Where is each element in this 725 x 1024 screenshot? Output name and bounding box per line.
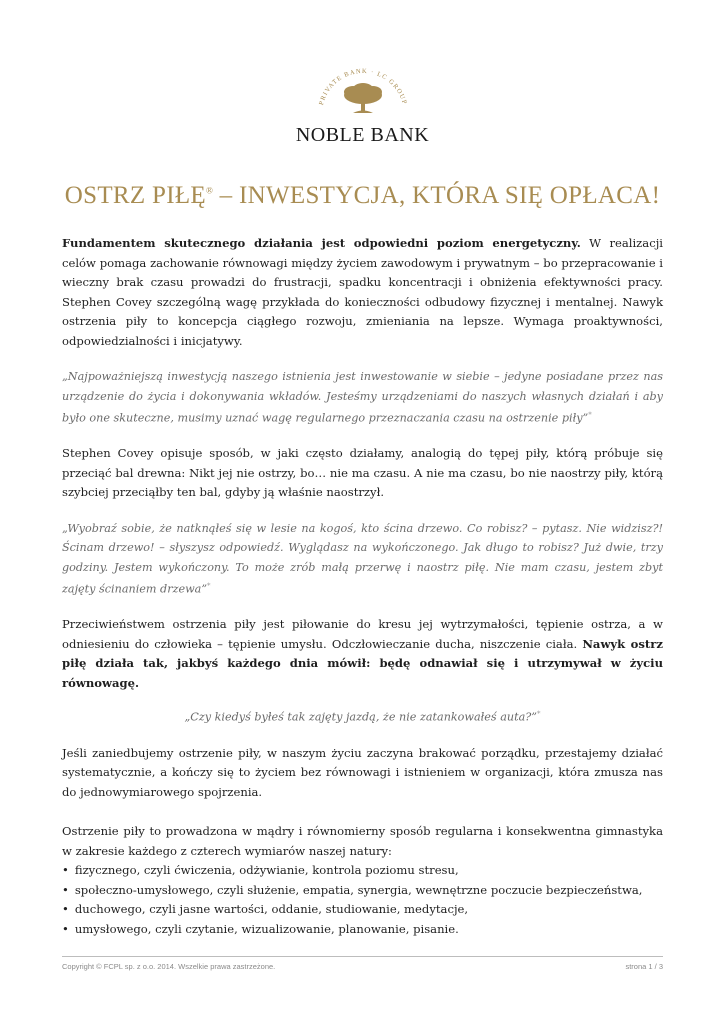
paragraph-dull-saw: Stephen Covey opisuje sposób, w jaki często działamy, analogią do tępej piły, którą próbuje się przeciąć bal drewna: Nikt jej nie ostrzy, bo… nie ma czasu. A nie ma czasu, bo nie naostrzy piły, którą szybciej przeciąłby ten bal, gdyby ją właśnie naostrzył. [62,446,663,500]
title-part-1: OSTRZ PIŁĘ [64,182,206,209]
list-item: • społeczno-umysłowego, czyli służenie, empatia, synergia, wewnętrzne poczucie bezpieczeństwa, [62,881,663,901]
quote-woodcutter-text: „Wyobraź sobie, że natknąłeś się w lesie na kogoś, kto ścina drzewo. Co robisz? – pytasz. Nie widzisz?! Ścinam drzewo! – słyszysz odpowiedź. Wyglądasz na wykończonego. Jak długo to robisz? Już dwie, trzy godziny. Jestem wykończony. To może zrób małą przerwę i naostrz piłę. Nie mam czasu, jestem zbyt zajęty ścinaniem drzewa” [62,521,663,596]
footnote-mark: * [536,710,541,719]
quote-driving [62,705,663,727]
paragraph-intro [62,234,663,351]
article-body [62,234,663,939]
opposite-text: Przeciwieństwem ostrzenia piły jest piłowanie do kresu jej wytrzymałości, tępienie ostrza, a w odniesieniu do człowieka – tępienie umysłu. Odczłowieczanie ducha, niszczenie ciała. [62,617,663,651]
footnote-mark: * [588,411,592,419]
page-number: strona 1 / 3 [625,962,663,971]
habit-statement: Nawyk ostrz piłę działa tak, jakbyś każdego dnia mówił: będę odnawiał się i utrzymywał w życiu równowagę. [62,636,663,690]
footer-divider [62,956,663,957]
intro-text: W realizacji celów pomaga zachowanie równowagi między życiem zawodowym i prywatnym – bo przepracowanie i wieczny brak czasu prowadzi do frustracji, spadku koncentracji i obniżenia efektywności pracy. Stephen Covey szczególną wagę przykłada do konieczności odbudowy fizycznej i mentalnej. Nawyk ostrzenia piły to koncepcja ciągłego rozwoju, zmieniania na lepsze. Wymaga proaktywności, odpowiedzialności i inicjatywy. [62,236,663,348]
quote-investment-text: „Najpoważniejszą inwestycją naszego istnienia jest inwestowanie w siebie – jedyne posiadane przez nas urządzenie do życia i dokonywania wkładów. Jesteśmy urządzeniami do naszych własnych działań i aby było one skuteczne, musimy uznać wagę regularnego przeznaczania czasu na ostrzenie piły” [62,370,663,425]
registered-mark: ® [205,185,214,196]
logo [0,62,725,147]
quote-woodcutter [62,519,663,600]
quote-driving-text: „Czy kiedyś byłeś tak zajęty jazdą, że nie zatankowałeś auta?” [184,711,537,725]
list-item: • umysłowego, czyli czytanie, wizualizowanie, planowanie, pisanie. [62,920,663,940]
paragraph-opposite [62,615,663,693]
paragraph-dimensions: Ostrzenie piły to prowadzona w mądry i równomierny sposób regularna i konsekwentna gimnastyka w zakresie każdego z czterech wymiarów naszej natury: [62,824,663,858]
list-item: • duchowego, czyli jasne wartości, oddanie, studiowanie, medytacje, [62,900,663,920]
list-item: • fizycznego, czyli ćwiczenia, odżywianie, kontrola poziomu stresu, [62,861,663,881]
brand-name: NOBLE BANK [295,124,430,146]
title-part-2: – INWESTYCJA, KTÓRA SIĘ OPŁACA! [213,182,661,209]
logo-arc-text: PRIVATE BANK · LC GROUP [317,67,408,106]
lead-sentence: Fundamentem skutecznego działania jest odpowiedni poziom energetyczny. [62,236,581,250]
paragraph-neglect: Jeśli zaniedbujemy ostrzenie piły, w naszym życiu zaczyna brakować porządku, przestajemy działać systematycznie, a kończy się to życiem bez równowagi i istnieniem w organizacji, która zmusza nas do jednowymiarowego spojrzenia. [62,745,663,799]
page-title [62,182,663,210]
footer [62,962,663,971]
tree-emblem-icon [308,62,418,122]
footnote-mark: * [207,582,211,591]
dimensions-list [62,861,663,939]
quote-investment [62,367,663,428]
copyright-text: Copyright © FCPL sp. z o.o. 2014. Wszelkie prawa zastrzeżone. [62,962,276,971]
